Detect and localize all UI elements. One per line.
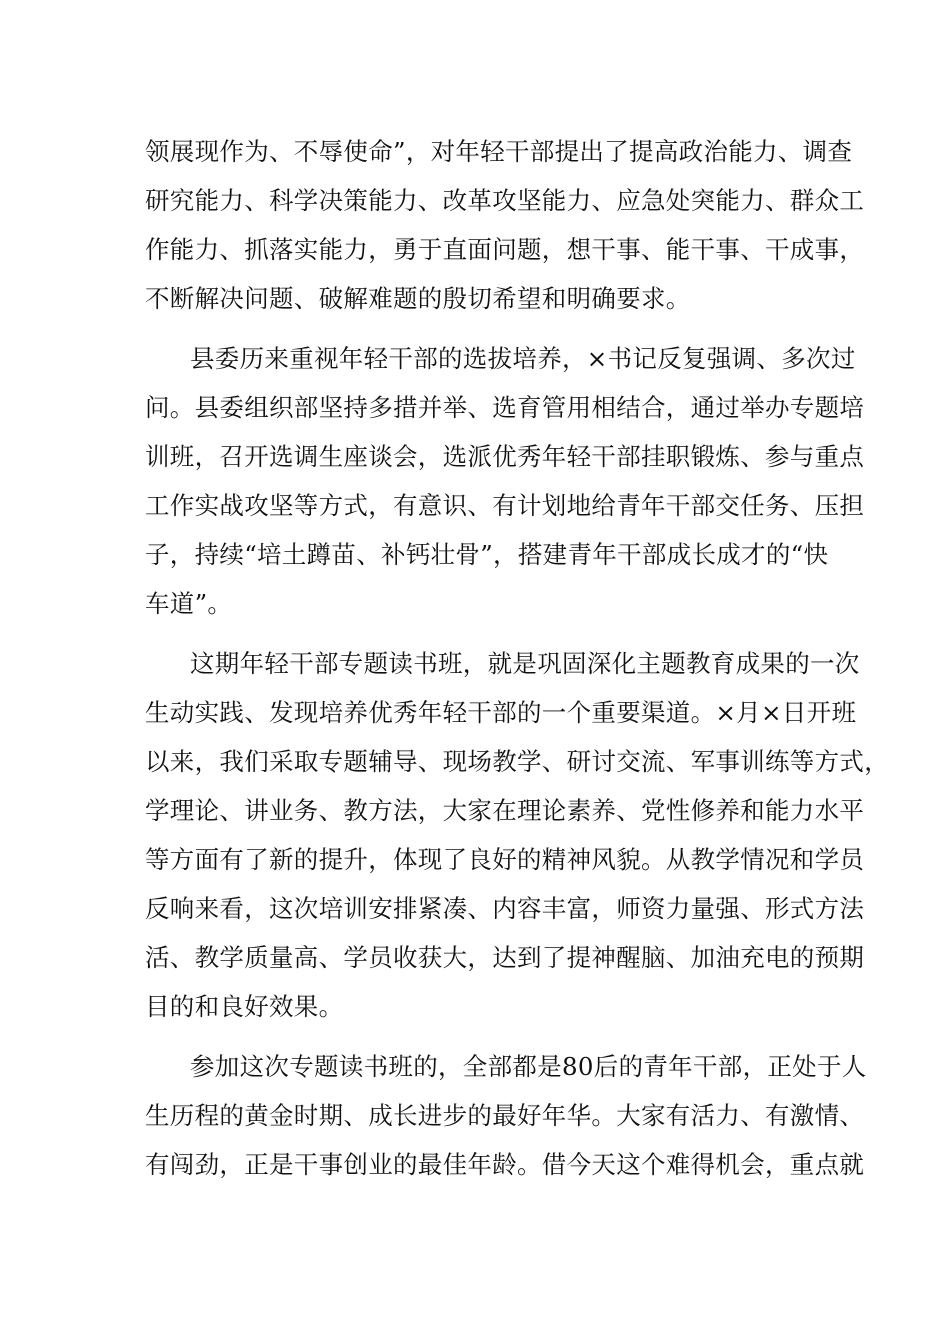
paragraph-2-line-3: 训班，召开选调生座谈会，选派优秀年轻干部挂职锻炼、参与重点 [145, 442, 865, 471]
paragraph-2-line-4: 工作实战攻坚等方式，有意识、有计划地给青年干部交任务、压担 [145, 491, 865, 520]
paragraph-3-line-7: 活、教学质量高、学员收获大，达到了提神醒脑、加油充电的预期 [145, 943, 865, 972]
paragraph-3-line-1: 这期年轻干部专题读书班，就是巩固深化主题教育成果的一次 [190, 649, 860, 678]
paragraph-3-line-6: 反响来看，这次培训安排紧凑、内容丰富，师资力量强、形式方法 [145, 894, 865, 923]
paragraph-3-line-5: 等方面有了新的提升，体现了良好的精神风貌。从教学情况和学员 [145, 845, 865, 874]
paragraph-2-line-6: 车道”。 [145, 589, 233, 618]
paragraph-2-line-5: 子，持续“培土蹲苗、补钙壮骨”，搭建青年干部成长成才的“快 [145, 540, 829, 569]
paragraph-2-line-1: 县委历来重视年轻干部的选拔培养，×书记反复强调、多次过 [190, 344, 856, 373]
paragraph-1-line-3: 作能力、抓落实能力，勇于直面问题，想干事、能干事、干成事， [145, 235, 865, 264]
paragraph-4-line-2: 生历程的黄金时期、成长进步的最好年华。大家有活力、有激情、 [145, 1101, 865, 1130]
paragraph-1-line-4: 不断解决问题、破解难题的殷切希望和明确要求。 [145, 284, 691, 313]
paragraph-4-line-3: 有闯劲，正是干事创业的最佳年龄。借今天这个难得机会，重点就 [145, 1150, 865, 1179]
paragraph-3-line-8: 目的和良好效果。 [145, 992, 344, 1021]
paragraph-2-line-2: 问。县委组织部坚持多措并举、选育管用相结合，通过举办专题培 [145, 393, 865, 422]
paragraph-4-line-1: 参加这次专题读书班的，全部都是80后的青年干部，正处于人 [190, 1052, 867, 1081]
paragraph-3-line-3: 以来，我们采取专题辅导、现场教学、研讨交流、军事训练等方式， [145, 747, 889, 776]
paragraph-3-line-4: 学理论、讲业务、教方法，大家在理论素养、党性修养和能力水平 [145, 796, 865, 825]
paragraph-1-line-1: 领展现作为、不辱使命”，对年轻干部提出了提高政治能力、调查 [145, 137, 853, 166]
paragraph-1-line-2: 研究能力、科学决策能力、改革攻坚能力、应急处突能力、群众工 [145, 186, 865, 215]
paragraph-3-line-2: 生动实践、发现培养优秀年轻干部的一个重要渠道。×月×日开班 [145, 698, 857, 727]
